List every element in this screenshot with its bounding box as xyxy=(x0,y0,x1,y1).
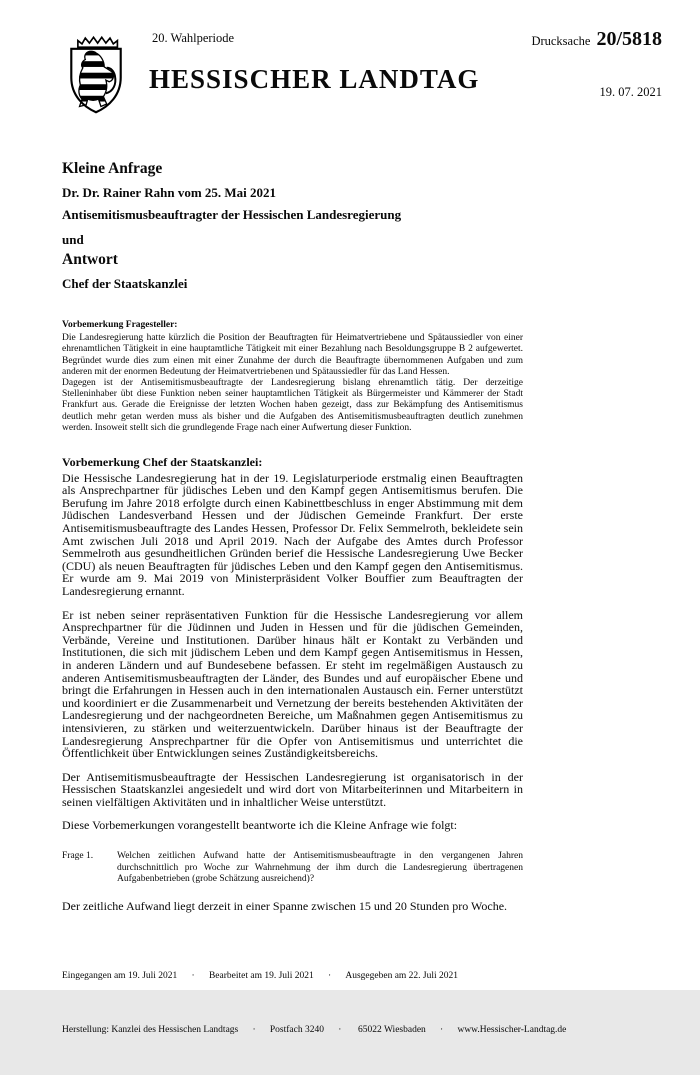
parliament-title: HESSISCHER LANDTAG xyxy=(149,64,480,94)
footer-imprint-line: Herstellung: Kanzlei des Hessischen Landtags · Postfach 3240 · 65022 Wiesbaden · www.Hessischer-Landtag.de xyxy=(62,1025,567,1035)
section-vorbemerkung-fragesteller xyxy=(62,320,523,434)
document-date: 19. 07. 2021 xyxy=(599,85,662,99)
drucksache-number: 20/5818 xyxy=(596,28,662,50)
question-1-answer: Der zeitliche Aufwand liegt derzeit in einer Spanne zwischen 15 und 20 Stunden pro Woche. xyxy=(62,898,508,913)
drucksache-label: Drucksache xyxy=(531,34,591,48)
author-line: Dr. Dr. Rainer Rahn vom 25. Mai 2021 xyxy=(62,185,277,200)
footer-dates-line: Eingegangen am 19. Juli 2021 · Bearbeitet am 19. Juli 2021 · Ausgegeben am 22. Juli 2021 xyxy=(62,971,459,981)
legislative-period-label: 20. Wahlperiode xyxy=(152,31,235,45)
section-heading: Vorbemerkung Chef der Staatskanzlei: xyxy=(62,455,263,470)
section-vorbemerkung-staatskanzlei xyxy=(62,456,523,832)
answer-author-line: Chef der Staatskanzlei xyxy=(62,276,188,291)
section-heading: Vorbemerkung Fragesteller: xyxy=(62,320,178,330)
paragraph: Die Landesregierung hatte kürzlich die Position der Beauftragten für Heimatvertriebene und Spätaussiedler von einer ehrenamtlichen Tätigkeit in eine hauptamtliche Tätigkeit mit einer Bezahlung nach Besoldungsgruppe B 2 aufgewertet. Begründet wurde dies zum einen mit einer Zunahme der durch die Beauftragte übernommenen Aufgaben und zum anderen mit der enormen Bedeutung der Heimatvertriebenen und Spätaussiedler für das Land Hessen. xyxy=(62,333,523,377)
question-1-block xyxy=(62,851,523,886)
document-footer xyxy=(62,931,566,1075)
document-body xyxy=(62,160,523,912)
paragraph: Die Hessische Landesregierung hat in der 19. Legislaturperiode erstmalig einen Beauftragten als Ansprechpartner für jüdisches Leben und den Kampf gegen Antisemitismus berufen. Die Berufung im Jahre 2018 erfolgte durch einen Kabinettbeschluss in enger Abstimmung mit dem Jüdischen Landesverband Hessen und der Jüdischen Gemeinde Frankfurt. Der erste Antisemitismusbeauftragte des Landes Hessen, Professor Dr. Felix Semmelroth, bekleidete sein Amt zwischen Juli 2018 und April 2019. Nach der Aufgabe des Amtes durch Professor Semmelroth aus gesundheitlichen Gründen berief die Hessische Landesregierung Uwe Becker (CDU) als neuen Beauftragten für jüdisches Leben und den Kampf gegen den Antisemitismus. Er wurde am 9. Mai 2019 von Ministerpräsident Volker Bouffier zum Beauftragten der Landesregierung ernannt. xyxy=(62,470,523,598)
question-1-label: Frage 1. xyxy=(62,851,94,862)
paragraph: Dagegen ist der Antisemitismusbeauftragte der Landesregierung bislang ehrenamtlich tätig. Der derzeitige Stelleninhaber übt diese Funktion neben seiner hauptamtlichen Tätigkeit als Bürgermeister und Kämmerer der Stadt Frankfurt aus. Gerade die Ereignisse der letzten Wochen haben gezeigt, dass zur Bekämpfung des Antisemitismus deutlich mehr getan werden muss als bisher und die Aufgaben des Antisemitismusbeauftragten deutlich zunehmen werden. Insoweit stellt sich die grundlegende Frage nach einer Aufwertung dieser Funktion. xyxy=(62,378,523,433)
paragraph: Er ist neben seiner repräsentativen Funktion für die Hessische Landesregierung vor allem Ansprechpartner für die Jüdinnen und Juden in Hessen und für die jüdischen Gemeinden, Verbände, Vereine und Institutionen. Darüber hinaus hält er Kontakt zu Verbänden und Institutionen, die sich mit jüdischem Leben und dem Kampf gegen Antisemitismus in Hessen, in anderen Ländern und auf Bundesebene befassen. Er steht im regelmäßigen Austausch zu anderen Antisemitismusbeauftragten der Länder, des Bundes und auf europäischer Ebene und bringt die Erfahrungen in Hessen auch in den internationalen Austausch ein. Ferner unterstützt und koordiniert er die Zusammenarbeit und Vernetzung der bereits bestehenden Aktivitäten der Landesregierung und der nachgeordneten Bereiche, um Maßnahmen gegen Antisemitismus zu intensivieren, zu stärken und weiterzuentwickeln. Darüber hinaus ist der Beauftragte der Landesregierung Ansprechpartner für die Opfer von Antisemitismus und unterrichtet die Öffentlichkeit über Entwicklungen seines Zuständigkeitsbereichs. xyxy=(62,607,523,761)
document-type-heading: Kleine Anfrage xyxy=(62,160,163,177)
drucksache-reference xyxy=(531,28,662,51)
answer-heading: Antwort xyxy=(62,251,118,268)
paragraph: Der Antisemitismusbeauftragte der Hessischen Landesregierung ist organisatorisch in der Hessischen Staatskanzlei angesiedelt und wird dort von Mitarbeiterinnen und Mitarbeitern in seinen vielfältigen Aktivitäten und in inhaltlicher Weise unterstützt. xyxy=(62,769,523,809)
subject-line: Antisemitismusbeauftragter der Hessischen Landesregierung xyxy=(62,207,402,222)
question-1-text: Welchen zeitlichen Aufwand hatte der Antisemitismusbeauftragte in den vergangenen Jahren durchschnittlich pro Woche zur Wahrnehmung der ihm durch die Landesregierung übertragenen Aufgabenbetrieben (grobe Schätzung ausreichend)? xyxy=(117,851,523,885)
lead-in-paragraph: Diese Vorbemerkungen vorangestellt beantworte ich die Kleine Anfrage wie folgt: xyxy=(62,818,458,833)
hessen-coat-of-arms-icon xyxy=(56,34,136,118)
connector-line: und xyxy=(62,232,84,247)
